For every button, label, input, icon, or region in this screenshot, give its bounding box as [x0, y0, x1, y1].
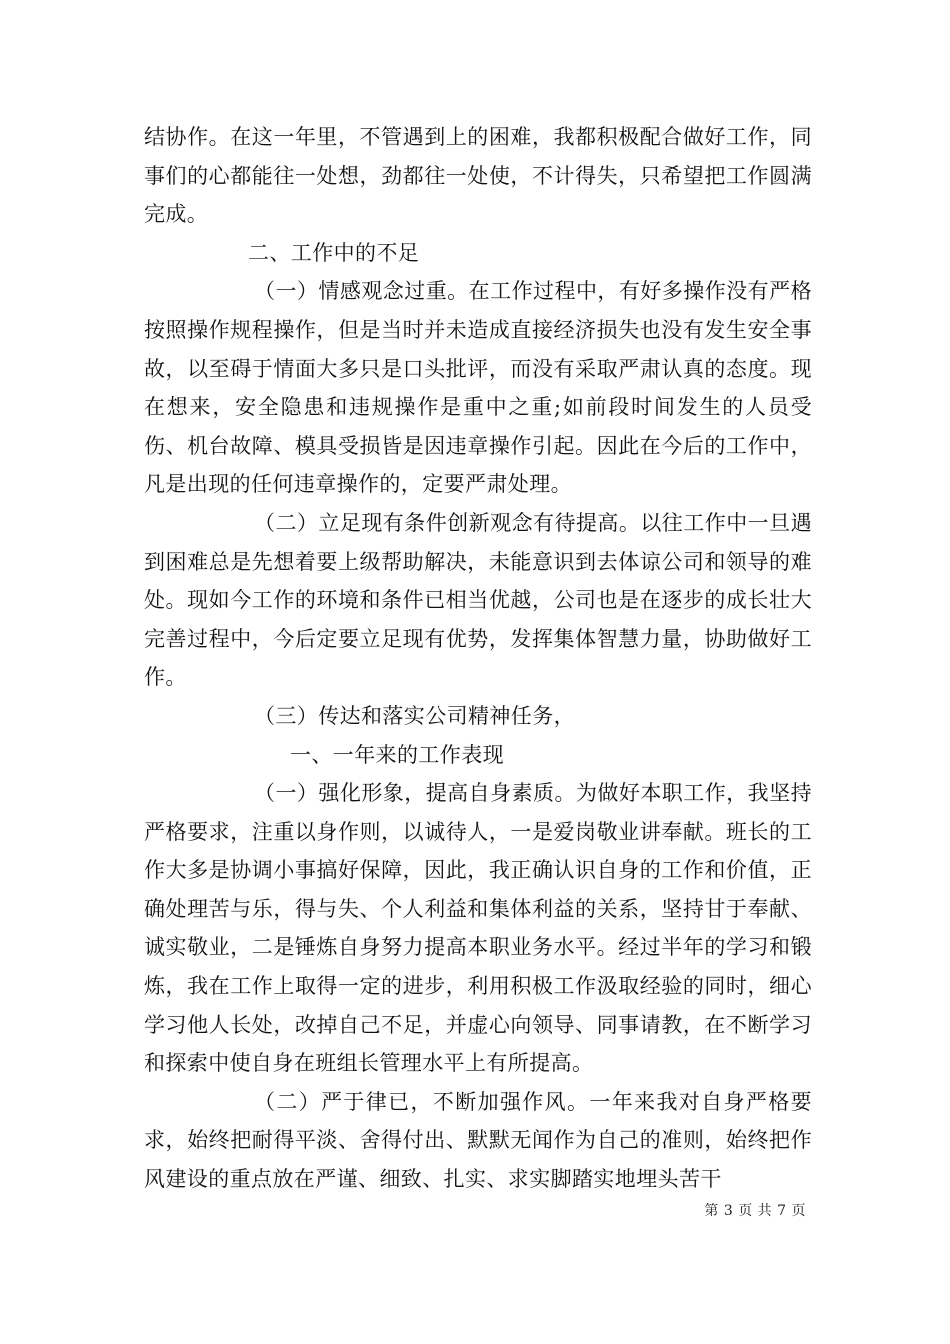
paragraph-performance-2: （二）严于律已，不断加强作风。一年来我对自身严格要求，始终把耐得平淡、舍得付出、默默无闻作为自己的准则，始终把作风建设的重点放在严谨、细致、扎实、求实脚踏实地埋头苦干	[144, 1089, 812, 1192]
paragraph-shortcoming-3: （三）传达和落实公司精神任务，	[254, 703, 575, 728]
section-heading-shortcomings: 二、工作中的不足	[248, 240, 420, 265]
paragraph-shortcoming-1: （一）情感观念过重。在工作过程中，有好多操作没有严格按照操作规程操作，但是当时并未造成直接经济损失也没有发生安全事故，以至碍于情面大多只是口头批评，而没有采取严肃认真的态度。现在想来，安全隐患和违规操作是重中之重;如前段时间发生的人员受伤、机台故障、模具受损皆是因违章操作引起。因此在今后的工作中，凡是出现的任何违章操作的，定要严肃处理。	[144, 279, 812, 497]
paragraph-shortcoming-2: （二）立足现有条件创新观念有待提高。以往工作中一旦遇到困难总是先想着要上级帮助解决，未能意识到去体谅公司和领导的难处。现如今工作的环境和条件已相当优越，公司也是在逐步的成长壮大完善过程中，今后定要立足现有优势，发挥集体智慧力量，协助做好工作。	[144, 510, 812, 690]
paragraph-performance-1: （一）强化形象，提高自身素质。为做好本职工作，我坚持严格要求，注重以身作则，以诚待人，一是爱岗敬业讲奉献。班长的工作大多是协调小事搞好保障，因此，我正确认识自身的工作和价值，正确处理苦与乐，得与失、个人利益和集体利益的关系，坚持甘于奉献、诚实敬业，二是锤炼自身努力提高本职业务水平。经过半年的学习和锻炼，我在工作上取得一定的进步，利用积极工作汲取经验的同时，细心学习他人长处，改掉自己不足，并虚心向领导、同事请教，在不断学习和探索中使自身在班组长管理水平上有所提高。	[144, 781, 812, 1076]
document-body	[144, 118, 812, 1199]
section-heading-performance: 一、一年来的工作表现	[290, 742, 504, 767]
paragraph-continuation: 结协作。在这一年里，不管遇到上的困难，我都积极配合做好工作，同事们的心都能往一处想，劲都往一处使，不计得失，只希望把工作圆满完成。	[144, 125, 812, 227]
page-number: 第 3 页 共 7 页	[704, 1203, 806, 1219]
